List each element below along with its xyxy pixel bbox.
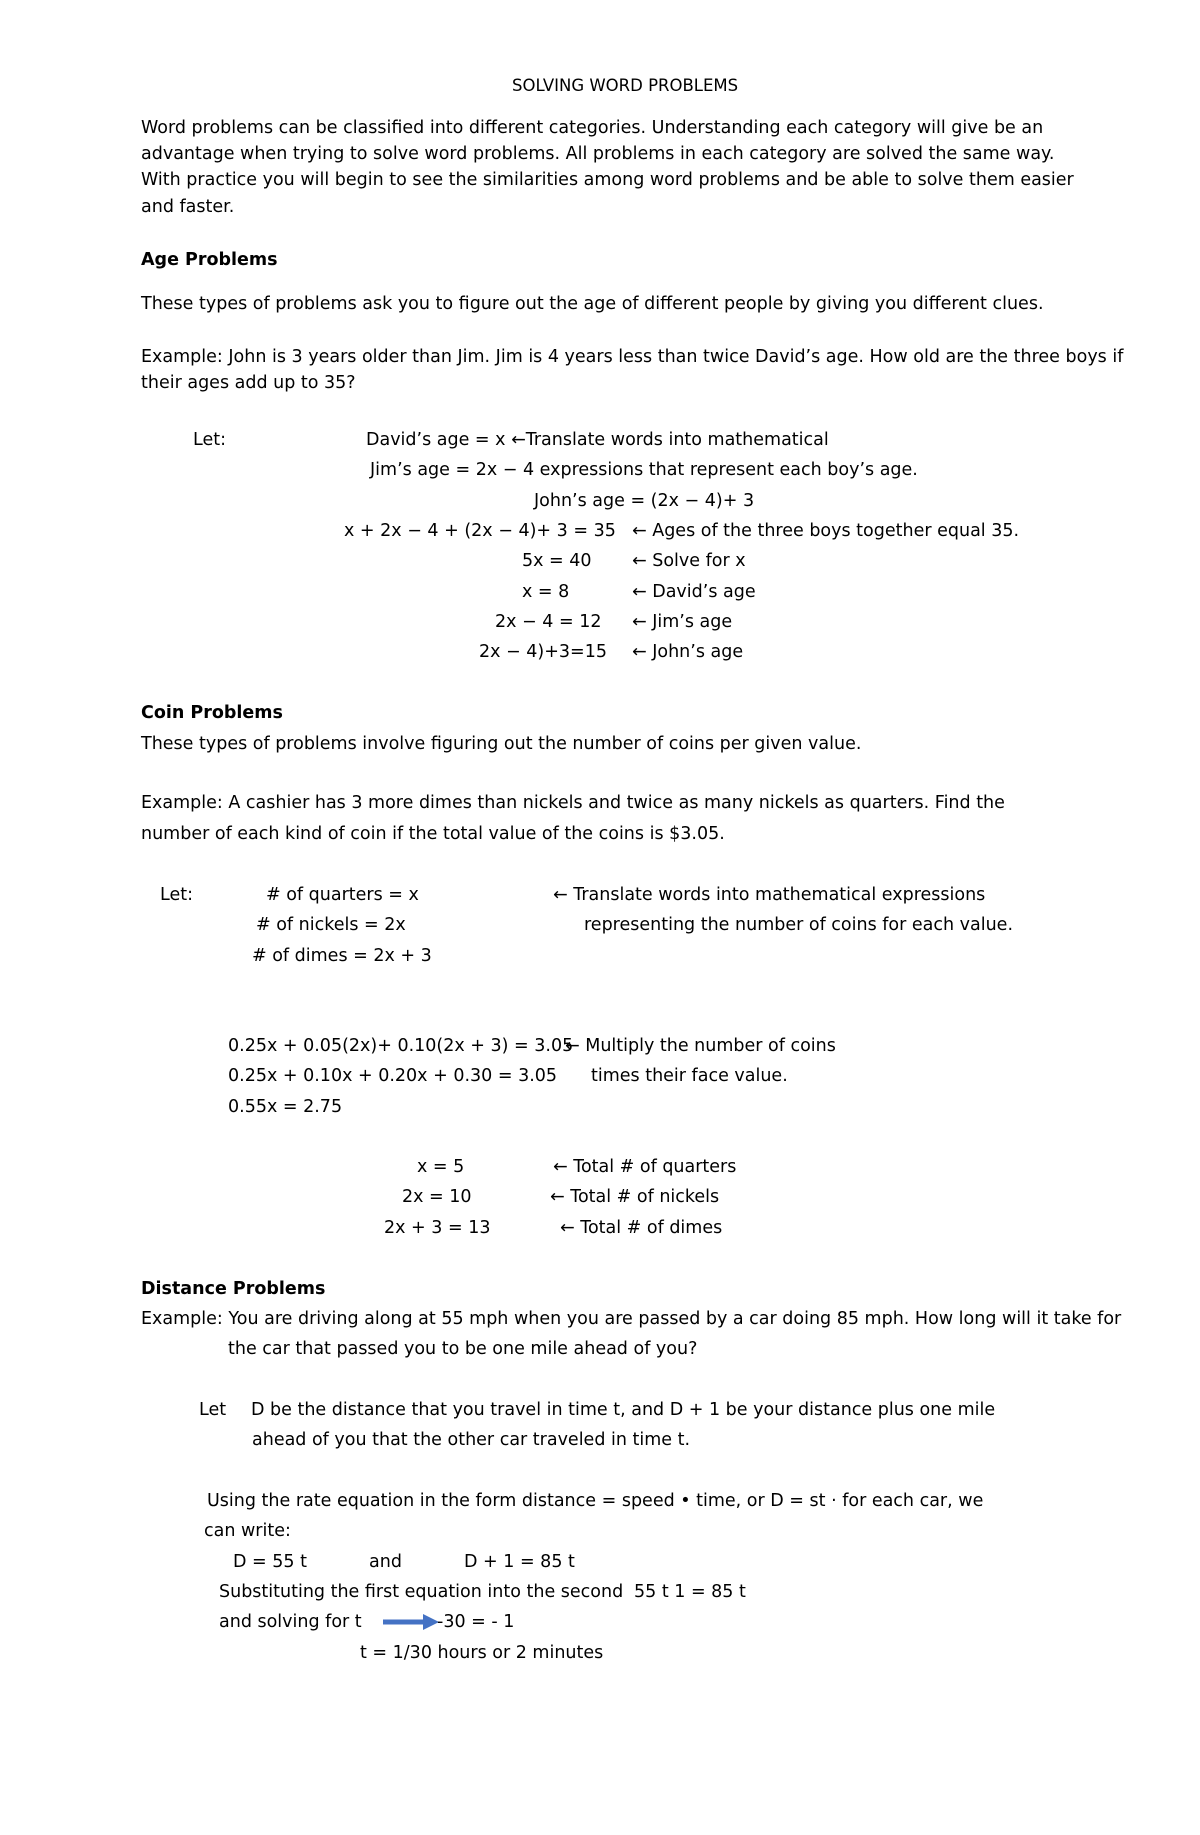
coin-result-equation: x = 5 — [417, 1157, 465, 1177]
coin-description: These types of problems involve figuring out the number of coins per given value. — [141, 734, 862, 754]
coin-calc-line: 0.25x + 0.05(2x)+ 0.10(2x + 3) = 3.05 — [228, 1036, 574, 1056]
final-answer: t = 1/30 hours or 2 minutes — [360, 1643, 604, 1663]
coin-calc-note: times their face value. — [591, 1066, 788, 1086]
age-step-equation: 2x − 4 = 12 — [495, 612, 602, 632]
distance-let-line: ahead of you that the other car traveled in time t. — [252, 1430, 691, 1450]
age-step-equation: 2x − 4)+3=15 — [479, 642, 607, 662]
coin-definition-note: ← Translate words into mathematical expressions — [553, 885, 986, 905]
coin-definition: # of dimes = 2x + 3 — [252, 946, 432, 966]
coin-result-note: ← Total # of dimes — [560, 1218, 723, 1238]
distance-let-line: D be the distance that you travel in time t, and D + 1 be your distance plus one mile — [251, 1400, 996, 1420]
coin-calc-note: ← Multiply the number of coins — [565, 1036, 836, 1056]
age-step-note: ← Jim’s age — [632, 612, 733, 632]
coin-calc-line: 0.55x = 2.75 — [228, 1097, 343, 1117]
age-example-line: Example: John is 3 years older than Jim. Jim is 4 years less than twice David’s age. How old are the three boys if — [141, 347, 1124, 367]
age-step-note: ← Solve for x — [632, 551, 746, 571]
substitution-equation: 55 t 1 = 85 t — [634, 1582, 746, 1602]
intro-line: advantage when trying to solve word problems. All problems in each category are solved the same way. — [141, 144, 1055, 164]
age-step-note: ← John’s age — [632, 642, 744, 662]
rate-equation-line: can write: — [204, 1521, 291, 1541]
section-heading-age: Age Problems — [141, 250, 278, 270]
coin-calc-line: 0.25x + 0.10x + 0.20x + 0.30 = 3.05 — [228, 1066, 558, 1086]
coin-example-line: Example: A cashier has 3 more dimes than nickels and twice as many nickels as quarters. Find the — [141, 793, 1005, 813]
equation-two: D + 1 = 85 t — [464, 1552, 575, 1572]
coin-definition-note: representing the number of coins for each value. — [584, 915, 1014, 935]
age-description: These types of problems ask you to figure out the age of different people by giving you different clues. — [141, 294, 1044, 314]
age-let-line: Jim’s age = 2x − 4 expressions that represent each boy’s age. — [370, 460, 918, 480]
age-let-label: Let: — [193, 430, 226, 450]
coin-result-equation: 2x + 3 = 13 — [384, 1218, 491, 1238]
age-example-line: their ages add up to 35? — [141, 373, 356, 393]
substitution-text: Substituting the first equation into the second — [219, 1582, 624, 1602]
right-arrow-icon — [383, 1614, 439, 1630]
age-step-equation: x = 8 — [522, 582, 570, 602]
section-heading-distance: Distance Problems — [141, 1279, 326, 1299]
coin-let-label: Let: — [160, 885, 193, 905]
solving-text: and solving for t — [219, 1612, 362, 1632]
page-title: SOLVING WORD PROBLEMS — [512, 76, 739, 95]
distance-example-line: the car that passed you to be one mile ahead of you? — [228, 1339, 698, 1359]
age-let-line: John’s age = (2x − 4)+ 3 — [534, 491, 755, 511]
age-step-note: ← David’s age — [632, 582, 756, 602]
age-step-equation: 5x = 40 — [522, 551, 592, 571]
age-let-line: David’s age = x ←Translate words into mathematical — [366, 430, 829, 450]
coin-definition: # of nickels = 2x — [256, 915, 406, 935]
coin-result-equation: 2x = 10 — [402, 1187, 472, 1207]
age-step-note: ← Ages of the three boys together equal 35. — [632, 521, 1020, 541]
solving-equation: -30 = - 1 — [437, 1612, 515, 1632]
rate-equation-line: Using the rate equation in the form distance = speed • time, or D = st · for each car, we — [207, 1491, 984, 1511]
intro-line: With practice you will begin to see the similarities among word problems and be able to solve them easier — [141, 170, 1074, 190]
section-heading-coin: Coin Problems — [141, 703, 283, 723]
coin-example-line: number of each kind of coin if the total value of the coins is $3.05. — [141, 824, 725, 844]
coin-definition: # of quarters = x — [266, 885, 419, 905]
intro-line: Word problems can be classified into different categories. Understanding each category will give be an — [141, 118, 1044, 138]
distance-let-label: Let — [199, 1400, 227, 1420]
distance-example-line: Example: You are driving along at 55 mph when you are passed by a car doing 85 mph. How long will it take for — [141, 1309, 1122, 1329]
intro-line: and faster. — [141, 197, 235, 217]
and-word: and — [369, 1552, 402, 1572]
coin-result-note: ← Total # of quarters — [553, 1157, 737, 1177]
age-step-equation: x + 2x − 4 + (2x − 4)+ 3 = 35 — [344, 521, 616, 541]
equation-one: D = 55 t — [233, 1552, 307, 1572]
coin-result-note: ← Total # of nickels — [550, 1187, 720, 1207]
